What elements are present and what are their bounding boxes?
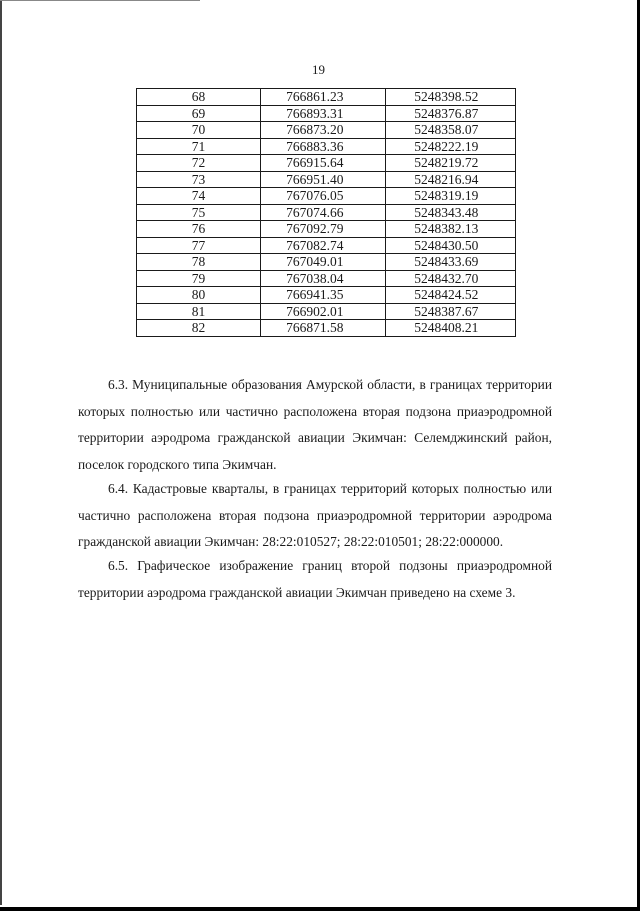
x-coordinate-cell bbox=[261, 89, 385, 106]
y-coordinate-cell bbox=[385, 171, 515, 188]
y-coordinate-text: 5248424.52 bbox=[414, 287, 479, 303]
x-coordinate-cell bbox=[261, 155, 385, 172]
y-coordinate-cell bbox=[385, 254, 515, 271]
y-coordinate-text: 5248387.67 bbox=[414, 303, 479, 319]
x-coordinate-text: 767082.74 bbox=[286, 237, 344, 253]
y-coordinate-cell bbox=[385, 303, 515, 320]
x-coordinate-text: 767092.79 bbox=[286, 221, 344, 237]
table-row bbox=[137, 287, 516, 304]
y-coordinate-text: 5248432.70 bbox=[414, 270, 479, 286]
table-row bbox=[137, 138, 516, 155]
x-coordinate-text: 766902.01 bbox=[286, 303, 344, 319]
x-coordinate-text: 766893.31 bbox=[286, 105, 344, 121]
x-coordinate-cell bbox=[261, 270, 385, 287]
scan-edge-top bbox=[0, 0, 200, 1]
x-coordinate-cell bbox=[261, 221, 385, 238]
y-coordinate-cell bbox=[385, 89, 515, 106]
y-coordinate-cell bbox=[385, 270, 515, 287]
paragraph-6-3: 6.3. Муниципальные образования Амурской области, в границах территории которых полностью или частично расположена вторая подзона приаэродромной территории аэродрома гражданской авиации Экимчан: Селемджинский район, поселок городского типа Экимчан. bbox=[78, 377, 552, 472]
x-coordinate-cell bbox=[261, 188, 385, 205]
point-number-cell bbox=[137, 287, 261, 304]
y-coordinate-text: 5248398.52 bbox=[414, 89, 479, 105]
x-coordinate-text: 767049.01 bbox=[286, 254, 344, 270]
point-number-cell bbox=[137, 171, 261, 188]
y-coordinate-text: 5248343.48 bbox=[414, 204, 479, 220]
y-coordinate-text: 5248222.19 bbox=[414, 138, 479, 154]
point-number-text: 80 bbox=[191, 287, 206, 303]
paragraph-6-3-block bbox=[78, 372, 552, 478]
point-number-cell bbox=[137, 155, 261, 172]
point-number-cell bbox=[137, 138, 261, 155]
x-coordinate-cell bbox=[261, 254, 385, 271]
y-coordinate-cell bbox=[385, 188, 515, 205]
point-number-text: 68 bbox=[191, 89, 206, 105]
table-row bbox=[137, 89, 516, 106]
table-row bbox=[137, 221, 516, 238]
x-coordinate-cell bbox=[261, 122, 385, 139]
y-coordinate-text: 5248219.72 bbox=[414, 155, 479, 171]
paragraph-6-4-block bbox=[78, 476, 552, 556]
x-coordinate-text: 767076.05 bbox=[286, 188, 344, 204]
table-row bbox=[137, 171, 516, 188]
point-number-cell bbox=[137, 89, 261, 106]
x-coordinate-cell bbox=[261, 105, 385, 122]
table-row bbox=[137, 254, 516, 271]
y-coordinate-cell bbox=[385, 320, 515, 337]
table-row bbox=[137, 237, 516, 254]
y-coordinate-cell bbox=[385, 287, 515, 304]
x-coordinate-text: 766951.40 bbox=[286, 171, 344, 187]
coordinates-table-body bbox=[137, 89, 516, 337]
y-coordinate-text: 5248430.50 bbox=[414, 237, 479, 253]
point-number-text: 82 bbox=[191, 320, 206, 336]
y-coordinate-text: 5248376.87 bbox=[414, 105, 479, 121]
x-coordinate-text: 766861.23 bbox=[286, 89, 344, 105]
point-number-cell bbox=[137, 122, 261, 139]
point-number-cell bbox=[137, 188, 261, 205]
y-coordinate-text: 5248408.21 bbox=[414, 320, 479, 336]
paragraph-6-4: 6.4. Кадастровые кварталы, в границах территорий которых полностью или частично расположена вторая подзона приаэродромной территории аэродрома гражданской авиации Экимчан: 28:22:010527; 28:22:010501; 28:22:000000. bbox=[78, 481, 552, 549]
x-coordinate-text: 766941.35 bbox=[286, 287, 344, 303]
point-number-text: 81 bbox=[191, 303, 206, 319]
table-row bbox=[137, 320, 516, 337]
point-number-cell bbox=[137, 204, 261, 221]
table-row bbox=[137, 303, 516, 320]
point-number-cell bbox=[137, 320, 261, 337]
y-coordinate-text: 5248382.13 bbox=[414, 221, 479, 237]
x-coordinate-cell bbox=[261, 287, 385, 304]
point-number-text: 75 bbox=[191, 204, 206, 220]
x-coordinate-text: 766871.58 bbox=[286, 320, 344, 336]
point-number-text: 76 bbox=[191, 221, 206, 237]
point-number-text: 77 bbox=[191, 237, 206, 253]
point-number-text: 69 bbox=[191, 105, 206, 121]
point-number-text: 74 bbox=[191, 188, 206, 204]
x-coordinate-cell bbox=[261, 138, 385, 155]
point-number-cell bbox=[137, 221, 261, 238]
table-row bbox=[137, 155, 516, 172]
point-number-cell bbox=[137, 303, 261, 320]
paragraph-6-5-block bbox=[78, 553, 552, 606]
point-number-text: 78 bbox=[191, 254, 206, 270]
y-coordinate-cell bbox=[385, 237, 515, 254]
scan-edge-left bbox=[0, 0, 2, 905]
y-coordinate-text: 5248358.07 bbox=[414, 122, 479, 138]
y-coordinate-cell bbox=[385, 138, 515, 155]
x-coordinate-cell bbox=[261, 237, 385, 254]
x-coordinate-cell bbox=[261, 320, 385, 337]
x-coordinate-text: 766915.64 bbox=[286, 155, 344, 171]
point-number-cell bbox=[137, 237, 261, 254]
y-coordinate-cell bbox=[385, 122, 515, 139]
point-number-text: 72 bbox=[191, 155, 206, 171]
y-coordinate-text: 5248319.19 bbox=[414, 188, 479, 204]
coordinates-table bbox=[136, 88, 516, 337]
y-coordinate-cell bbox=[385, 105, 515, 122]
y-coordinate-cell bbox=[385, 221, 515, 238]
point-number-text: 79 bbox=[191, 270, 206, 286]
paragraph-6-5: 6.5. Графическое изображение границ второй подзоны приаэродромной территории аэродрома гражданской авиации Экимчан приведено на схеме 3. bbox=[78, 558, 552, 600]
y-coordinate-text: 5248216.94 bbox=[414, 171, 479, 187]
point-number-cell bbox=[137, 254, 261, 271]
page-number: 19 bbox=[312, 62, 325, 77]
table-row bbox=[137, 105, 516, 122]
x-coordinate-cell bbox=[261, 303, 385, 320]
x-coordinate-cell bbox=[261, 204, 385, 221]
y-coordinate-cell bbox=[385, 204, 515, 221]
x-coordinate-text: 767038.04 bbox=[286, 270, 344, 286]
table-row bbox=[137, 188, 516, 205]
y-coordinate-text: 5248433.69 bbox=[414, 254, 479, 270]
x-coordinate-text: 766873.20 bbox=[286, 122, 344, 138]
x-coordinate-text: 767074.66 bbox=[286, 204, 344, 220]
table-row bbox=[137, 204, 516, 221]
point-number-cell bbox=[137, 270, 261, 287]
point-number-text: 70 bbox=[191, 122, 206, 138]
x-coordinate-cell bbox=[261, 171, 385, 188]
y-coordinate-cell bbox=[385, 155, 515, 172]
point-number-text: 73 bbox=[191, 171, 206, 187]
x-coordinate-text: 766883.36 bbox=[286, 138, 344, 154]
table-row bbox=[137, 122, 516, 139]
table-row bbox=[137, 270, 516, 287]
point-number-cell bbox=[137, 105, 261, 122]
point-number-text: 71 bbox=[191, 138, 206, 154]
